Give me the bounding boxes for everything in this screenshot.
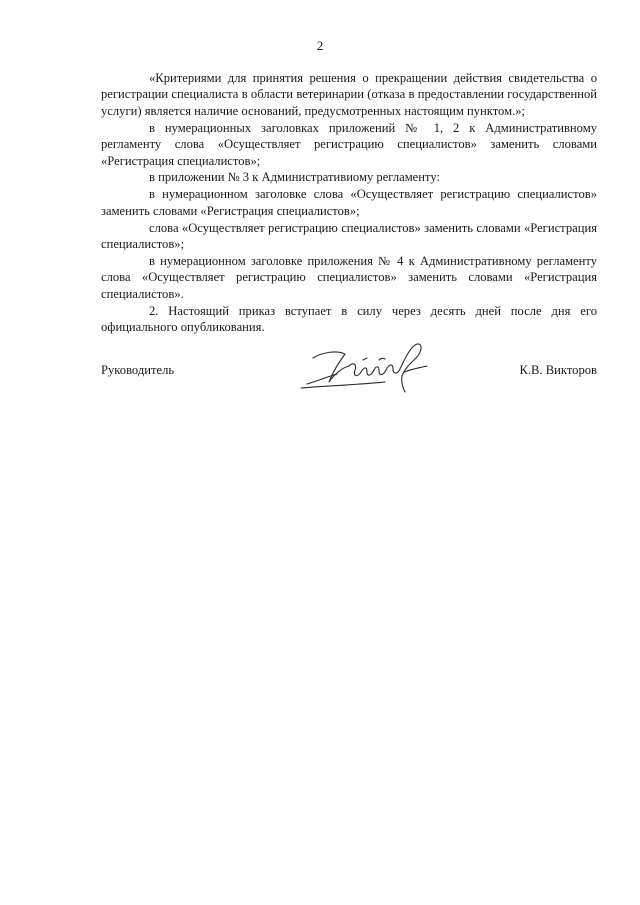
- paragraph-criteria: «Критериями для принятия решения о прекращении действия свидетельства о регистрации специалиста в области ветеринарии (отказа в предоставлении государственной услуги) является наличие оснований, предусмотренных настоящим пунктом.»;: [101, 71, 597, 118]
- paragraph-appendix-1-2: в нумерационных заголовках приложений № 1, 2 к Административному регламенту слова «Осуществляет регистрацию специалистов» заменить словами «Регистрация специалистов»;: [101, 120, 597, 168]
- paragraph-appendix-3-header: в нумерационном заголовке слова «Осуществляет регистрацию специалистов» заменить словами «Регистрация специалистов»;: [101, 187, 597, 218]
- paragraph-appendix-3-words: слова «Осуществляет регистрацию специалистов» заменить словами «Регистрация специалистов»;: [101, 220, 597, 252]
- document-body: [101, 70, 597, 336]
- signatory-title: Руководитель: [101, 363, 175, 377]
- signature-block: [101, 336, 597, 396]
- signatory-name: К.В. Викторов: [519, 363, 597, 377]
- paragraph-appendix-4: в нумерационном заголовке приложения № 4 к Административному регламенту слова «Осуществляет регистрацию специалистов» заменить словами «Регистрация специалистов».: [101, 253, 597, 301]
- handwritten-signature: [293, 336, 443, 398]
- paragraph-effective-date: 2. Настоящий приказ вступает в силу через десять дней после дня его официального опубликования.: [101, 303, 597, 335]
- paragraph-appendix-3-intro: в приложении № 3 к Административиому регламенту:: [149, 170, 440, 185]
- page-number: 2: [316, 38, 324, 53]
